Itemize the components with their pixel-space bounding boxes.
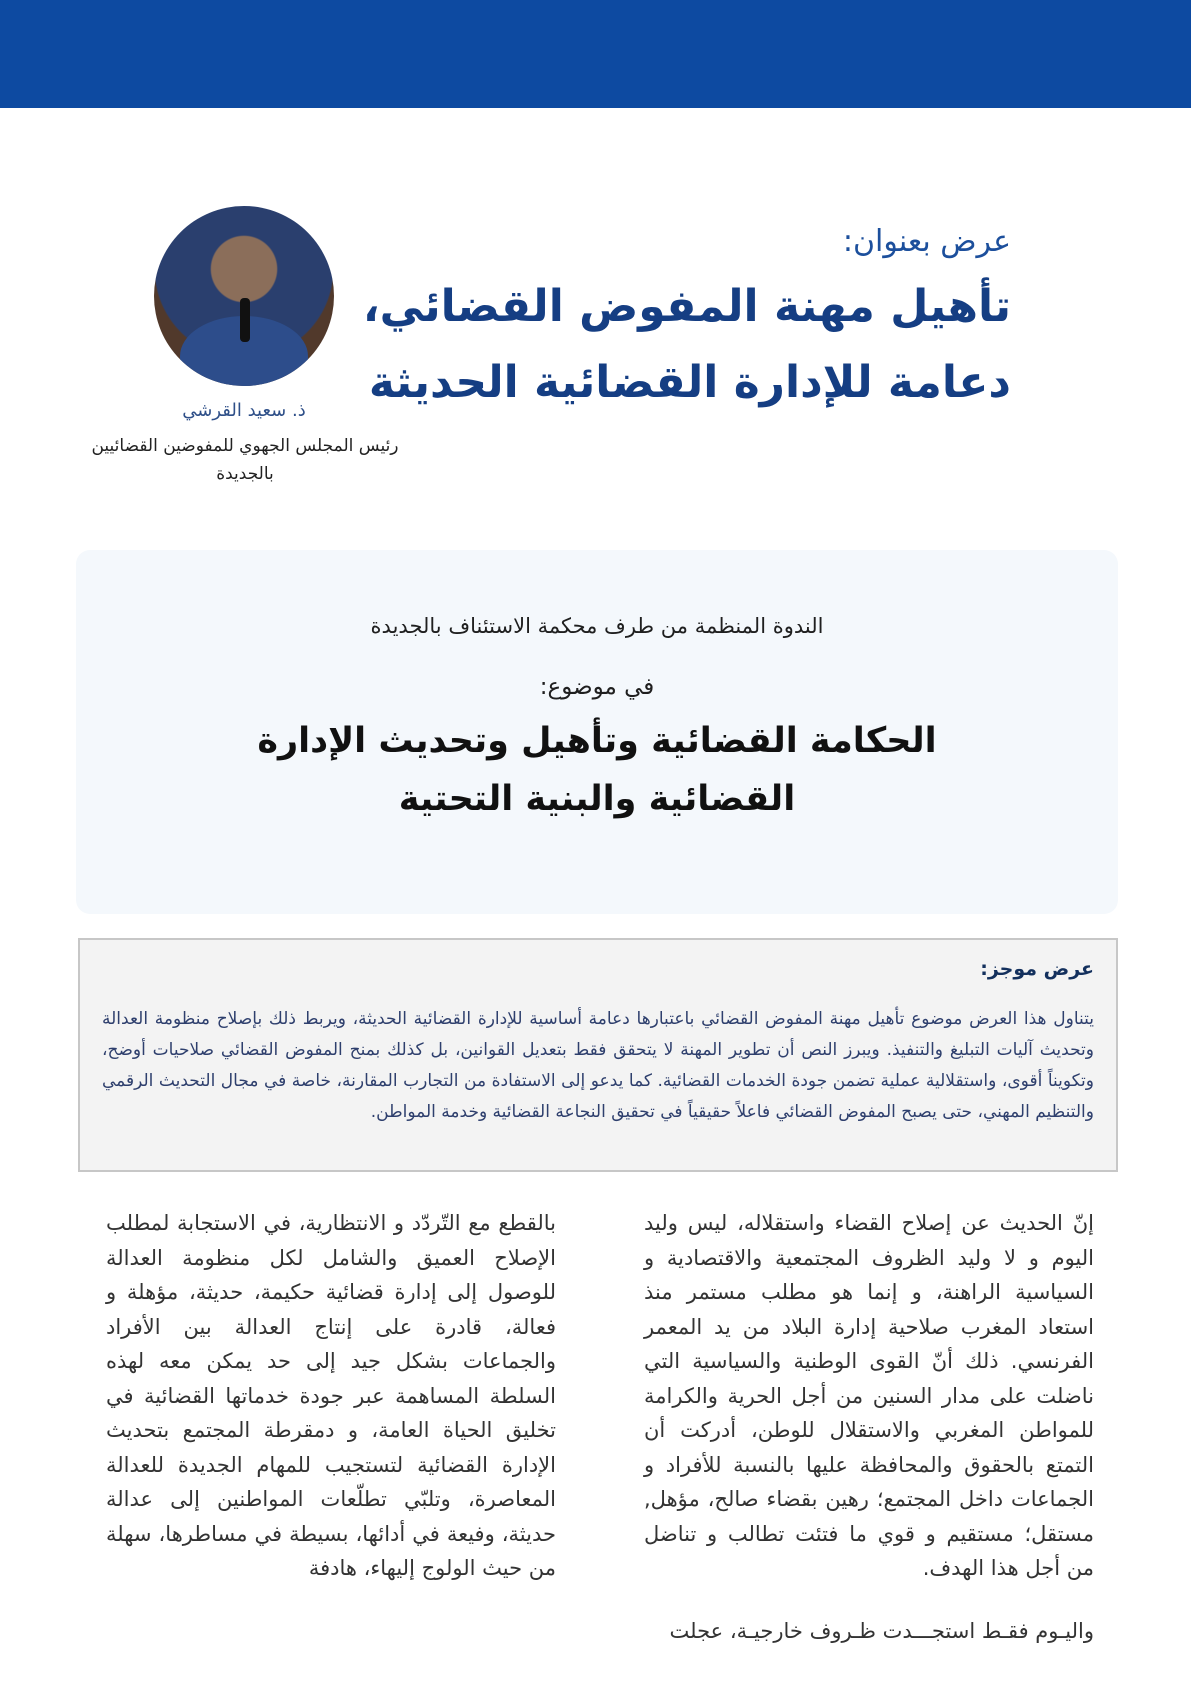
author-role-line-2: بالجديدة <box>216 464 274 484</box>
body-paragraph: إنّ الحديث عن إصلاح القضاء واستقلاله، ليس وليد اليوم و لا وليد الظروف المجتمعية والاقتصادية و السياسية الراهنة، و إنما هو مطلب مستمر منذ استعاد المغرب صلاحية إدارة البلاد من يد المعمر الفرنسي. ذلك أنّ القوى الوطنية والسياسية التي ناضلت على مدار السنين من أجل الحرية والكرامة للمواطن المغربي والاستقلال للوطن، أدركت أن التمتع بالحقوق والمحافظة عليها بالنسبة للأفراد و الجماعات داخل المجتمع؛ رهين بقضاء صالح، مؤهل, مستقل؛ مستقيم و قوي ما فتئت تطالب و تناضل من أجل هذا الهدف. <box>644 1211 1094 1580</box>
title-kicker: عرض بعنوان: <box>842 224 1011 259</box>
seminar-topic: الحكامة القضائية وتأهيل وتحديث الإدارة القضائية والبنية التحتية <box>257 721 937 819</box>
body-column-right <box>644 1206 1094 1676</box>
top-band <box>0 0 1191 108</box>
main-title-line-1: تأهيل مهنة المفوض القضائي، <box>362 281 1011 332</box>
body-column-left <box>106 1206 556 1614</box>
abstract-title: عرض موجز: <box>980 958 1094 980</box>
author-role-line-1: رئيس المجلس الجهوي للمفوضين القضائيين <box>91 436 399 456</box>
seminar-topic-label: في موضوع: <box>539 674 655 700</box>
main-title-line-2: دعامة للإدارة القضائية الحديثة <box>368 357 1011 408</box>
seminar-panel <box>76 550 1118 914</box>
seminar-organizer: الندوة المنظمة من طرف محكمة الاستئناف بالجديدة <box>370 614 824 638</box>
body-paragraph: بالقطع مع التّردّد و الانتظارية، في الاستجابة لمطلب الإصلاح العميق والشامل لكل منظومة العدالة للوصول إلى إدارة قضائية حكيمة، حديثة، مؤهلة و فعالة، قادرة على إنتاج العدالة بين الأفراد والجماعات بشكل جيد إلى حد يمكن معه لهذه السلطة المساهمة عبر جودة خدماتها القضائية في تخليق الحياة العامة، و دمقرطة المجتمع بتحديث الإدارة القضائية لتستجيب للمهام الجديدة للعدالة المعاصرة، وتلبّي تطلّعات المواطنين إلى عدالة حديثة، وفيعة في أدائها، بسيطة في مساطرها، سهلة من حيث الولوج إليهاء، هادفة <box>106 1211 556 1580</box>
abstract-body: يتناول هذا العرض موضوع تأهيل مهنة المفوض القضائي باعتبارها دعامة أساسية للإدارة القضائية الحديثة، ويربط ذلك بإصلاح منظومة العدالة وتحديث آليات التبليغ والتنفيذ. ويبرز النص أن تطوير المهنة لا يتحقق فقط بتعديل القوانين، بل كذلك بمنح المفوض القضائي صلاحيات أوضح، وتكويناً أقوى، واستقلالية عملية تضمن جودة الخدمات القضائية. كما يدعو إلى الاستفادة من التجارب المقارنة، خاصة في مجال التحديث الرقمي والتنظيم المهني، حتى يصبح المفوض القضائي فاعلاً حقيقياً في تحقيق النجاعة القضائية وخدمة المواطن. <box>102 1009 1094 1122</box>
body-paragraph: واليـوم فقـط استجـــدت ظـروف خارجيـة، عجلت <box>669 1618 1094 1643</box>
abstract-box <box>78 938 1118 1172</box>
author-name: ذ. سعيد القرشي <box>182 400 306 421</box>
microphone-icon <box>240 298 250 342</box>
author-photo <box>154 206 334 386</box>
author-role <box>60 432 430 488</box>
presentation-title-block <box>311 224 1011 421</box>
